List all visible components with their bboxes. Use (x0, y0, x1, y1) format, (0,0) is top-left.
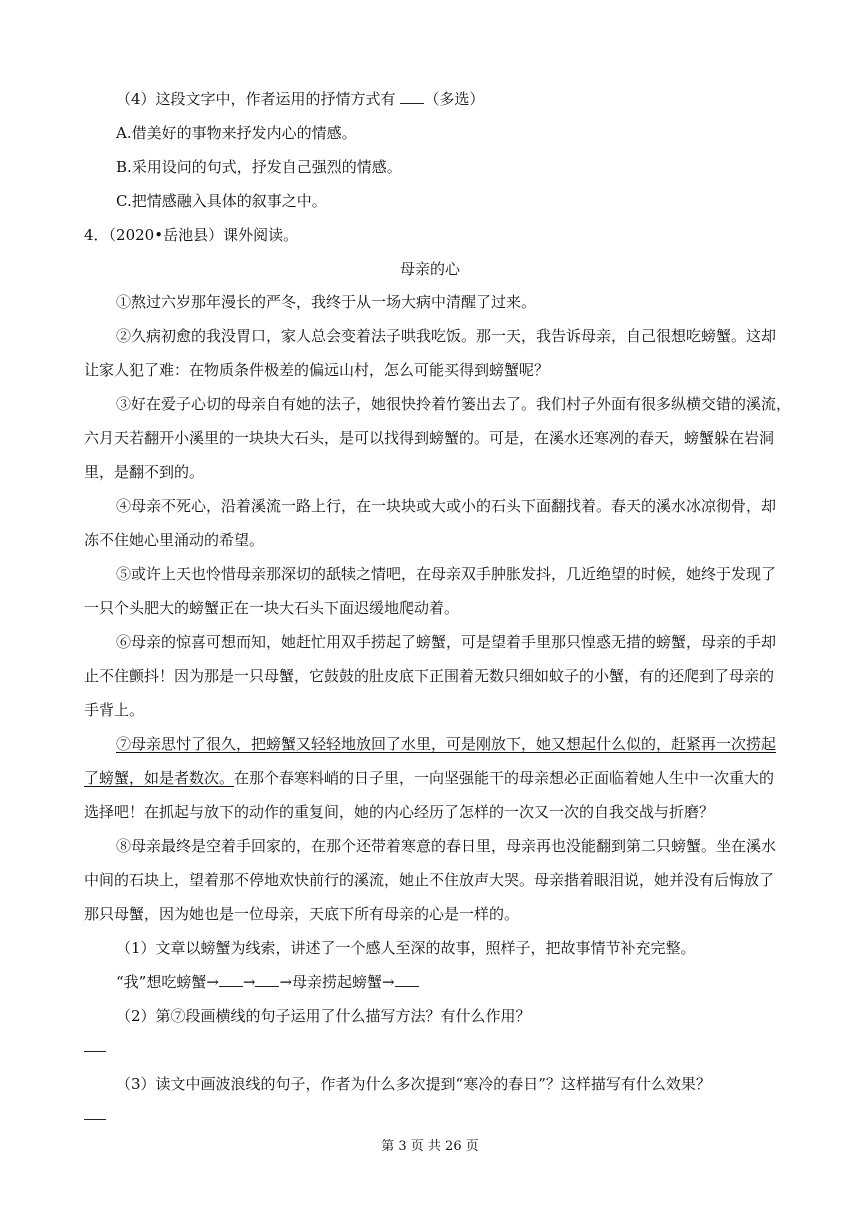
paragraph-1: ①熬过六岁那年漫长的严冬，我终于从一场大病中清醒了过来。 (116, 293, 537, 311)
paragraph-3-line-1: ③好在爱子心切的母亲自有她的法子，她很快拎着竹篓出去了。我们村子外面有很多纵横交错的溪流， (116, 395, 792, 413)
q4-option-a: A.借美好的事物来抒发内心的情感。 (116, 124, 357, 142)
question-1-sequence: “我”想吃螃蟹→ → →母亲捞起螃蟹→ (116, 972, 419, 992)
paragraph-4-line-2: 冻不住她心里涌动的希望。 (84, 531, 265, 549)
q4-stem: （4）这段文字中，作者运用的抒情方式有 （多选） (116, 90, 485, 108)
paragraph-8-line-2: 中间的石块上，望着那不停地欢快前行的溪流，她止不住放声大哭。母亲揩着眼泪说，她并没有后悔放了 (84, 871, 775, 889)
paragraph-8-line-1: ⑧母亲最终是空着手回家的，在那个还带着寒意的春日里，母亲再也没能翻到第二只螃蟹。坐在溪水 (116, 837, 777, 855)
answer-blank-2[interactable] (255, 972, 279, 987)
paragraph-7-line-2: 了螃蟹，如是者数次。在那个春寒料峭的日子里，一向坚强能干的母亲想必正面临着她人生中一次重大的 (84, 769, 775, 787)
question-2: （2）第⑦段画横线的句子运用了什么描写方法？有什么作用？ (116, 1007, 531, 1025)
article-title: 母亲的心 (399, 260, 460, 278)
answer-blank-3[interactable] (395, 972, 419, 987)
paragraph-2-line-2: 让家人犯了难：在物质条件极差的偏远山村，怎么可能买得到螃蟹呢？ (84, 361, 550, 379)
paragraph-6-line-3: 手背上。 (84, 701, 145, 719)
answer-blank[interactable] (400, 89, 424, 104)
paragraph-3-line-2: 六月天若翻开小溪里的一块块大石头，是可以找得到螃蟹的。可是，在溪水还寒冽的春天，螃蟹躲在岩洞 (84, 429, 775, 447)
page-footer: 第 3 页 共 26 页 (381, 1139, 479, 1154)
paragraph-7-line-3: 选择吧！在抓起与放下的动作的重复间，她的内心经历了怎样的一次又一次的自我交战与折磨？ (84, 803, 715, 821)
question-3-answer-line[interactable] (84, 1118, 106, 1120)
answer-blank-1[interactable] (219, 972, 243, 987)
q4-option-c: C.把情感融入具体的叙事之中。 (116, 192, 327, 210)
paragraph-7-line-1-underlined: ⑦母亲思忖了很久，把螃蟹又轻轻地放回了水里，可是刚放下，她又想起什么似的，赶紧再一次捞起 (116, 735, 777, 753)
question-1: （1）文章以螃蟹为线索，讲述了一个感人至深的故事，照样子，把故事情节补充完整。 (116, 939, 696, 957)
paragraph-4-line-1: ④母亲不死心，沿着溪流一路上行，在一块块或大或小的石头下面翻找着。春天的溪水冰凉彻骨，却 (116, 497, 777, 515)
question-3: （3）读文中画波浪线的句子，作者为什么多次提到“寒冷的春日”？这样描写有什么效果？ (116, 1075, 711, 1093)
question-2-answer-line[interactable] (84, 1050, 106, 1052)
question-heading: 4．（2020•岳池县）课外阅读。 (84, 226, 299, 244)
paragraph-6-line-1: ⑥母亲的惊喜可想而知，她赶忙用双手捞起了螃蟹，可是望着手里那只惶惑无措的螃蟹，母亲的手却 (116, 633, 777, 651)
paragraph-5-line-1: ⑤或许上天也怜惜母亲那深切的舐犊之情吧，在母亲双手肿胀发抖，几近绝望的时候，她终于发现了 (116, 565, 777, 583)
paragraph-8-line-3: 那只母蟹，因为她也是一位母亲，天底下所有母亲的心是一样的。 (84, 905, 520, 923)
q4-option-b: B.采用设问的句式，抒发自己强烈的情感。 (116, 158, 402, 176)
paragraph-2-line-1: ②久病初愈的我没胃口，家人总会变着法子哄我吃饭。那一天，我告诉母亲，自己很想吃螃蟹。这却 (116, 327, 777, 345)
paragraph-3-line-3: 里，是翻不到的。 (84, 463, 205, 481)
underlined-sentence-end: 了螃蟹，如是者数次。 (84, 769, 235, 787)
paragraph-6-line-2: 止不住颤抖！因为那是一只母蟹，它鼓鼓的肚皮底下正围着无数只细如蚊子的小蟹，有的还爬到了母亲的 (84, 667, 775, 685)
paragraph-5-line-2: 一只个头肥大的螃蟹正在一块大石头下面迟缓地爬动着。 (84, 599, 460, 617)
